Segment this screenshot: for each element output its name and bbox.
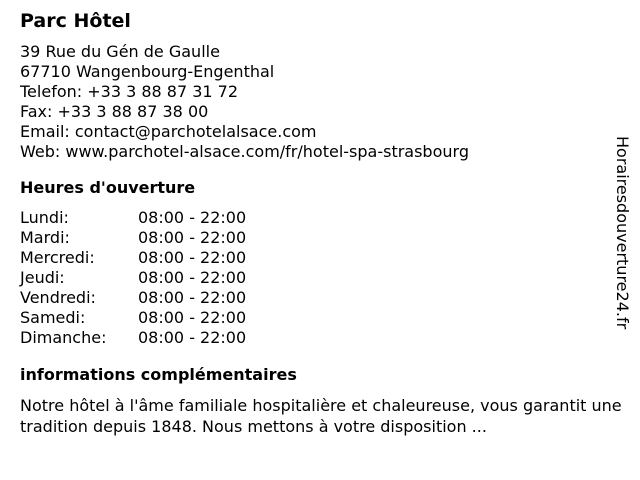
email-address: Email: contact@parchotelalsace.com <box>20 122 317 141</box>
hours-row-saturday <box>20 308 620 328</box>
hours-row-friday <box>20 288 620 308</box>
website-url: Web: www.parchotel-alsace.com/fr/hotel-spa-strasbourg <box>20 142 469 161</box>
day-label: Jeudi: <box>20 268 65 287</box>
hotel-description: Notre hôtel à l'âme familiale hospitalière et chaleureuse, vous garantit une tradition depuis 1848. Nous mettons à votre disposition ... <box>20 396 622 436</box>
time-range: 08:00 - 22:00 <box>138 248 247 267</box>
time-range: 08:00 - 22:00 <box>138 288 247 307</box>
hours-row-wednesday <box>20 248 620 268</box>
day-label: Dimanche: <box>20 328 107 347</box>
opening-hours-table <box>20 208 620 348</box>
hotel-name: Parc Hôtel <box>20 10 131 32</box>
additional-info-heading: informations complémentaires <box>20 365 297 384</box>
hours-row-monday <box>20 208 620 228</box>
time-range: 08:00 - 22:00 <box>138 208 247 227</box>
time-range: 08:00 - 22:00 <box>138 228 247 247</box>
time-range: 08:00 - 22:00 <box>138 268 247 287</box>
hours-row-thursday <box>20 268 620 288</box>
day-label: Samedi: <box>20 308 86 327</box>
contact-block <box>20 42 620 162</box>
phone-number: Telefon: +33 3 88 87 31 72 <box>20 82 239 101</box>
hours-row-tuesday <box>20 228 620 248</box>
site-brand-watermark: Horairesdouverture24.fr <box>613 136 632 330</box>
time-range: 08:00 - 22:00 <box>138 308 247 327</box>
day-label: Mardi: <box>20 228 70 247</box>
day-label: Lundi: <box>20 208 69 227</box>
hotel-card <box>20 8 620 437</box>
street-address: 39 Rue du Gén de Gaulle <box>20 42 220 61</box>
time-range: 08:00 - 22:00 <box>138 328 247 347</box>
day-label: Mercredi: <box>20 248 95 267</box>
fax-number: Fax: +33 3 88 87 38 00 <box>20 102 209 121</box>
day-label: Vendredi: <box>20 288 96 307</box>
postal-city: 67710 Wangenbourg-Engenthal <box>20 62 275 81</box>
opening-hours-heading: Heures d'ouverture <box>20 178 196 197</box>
hours-row-sunday <box>20 328 620 348</box>
